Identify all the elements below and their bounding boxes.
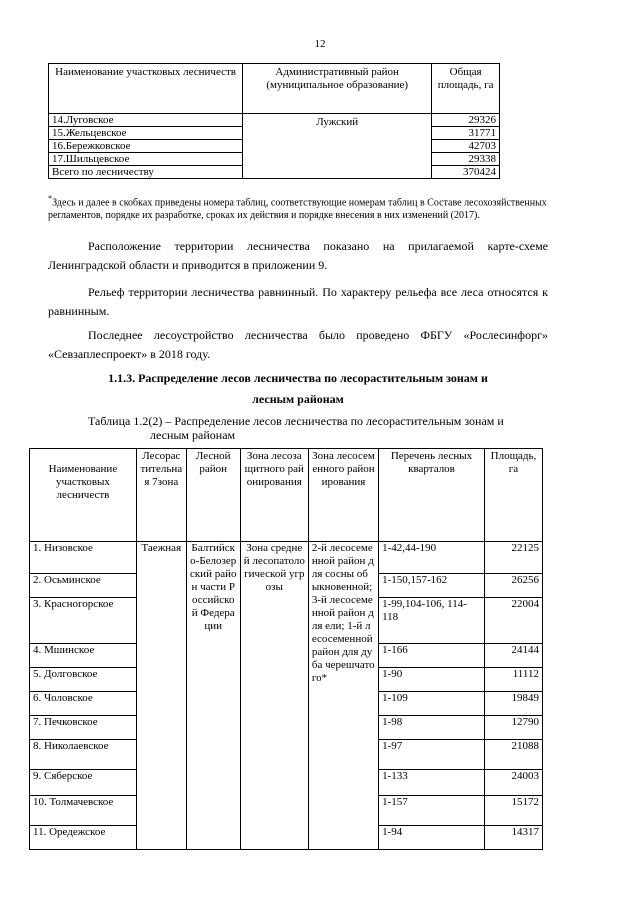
forestry-name: 4. Мшинское <box>30 644 137 668</box>
district-area-table <box>48 63 500 179</box>
table-row <box>49 114 500 127</box>
header-cell: Зона лесозащитного районирования <box>240 449 308 542</box>
table-header-row <box>49 64 500 114</box>
paragraph-survey: Последнее лесоустройство лесничества было проведено ФБГУ «Рослесинфорг» «Севзаплеспроект» в 2018 году. <box>48 328 548 361</box>
footnote-text: Здесь и далее в скобках приведены номера таблиц, соответствующие номерам таблиц в Составе лесохозяйственных регламентов, порядке их разработке, сроках их действия и порядке внесения в них изменений (2017). <box>48 197 547 222</box>
district-name: 14.Луговское <box>49 114 243 127</box>
quarters: 1-90 <box>379 668 485 692</box>
district-area: 29326 <box>432 114 500 127</box>
area: 11112 <box>484 668 542 692</box>
header-cell: Общая площадь, га <box>432 64 500 114</box>
admin-district: Лужский <box>243 114 432 179</box>
quarters: 1-42,44-190 <box>379 542 485 574</box>
header-cell: Лесорастительная 7зона <box>136 449 186 542</box>
area: 21088 <box>484 740 542 770</box>
quarters: 1-133 <box>379 770 485 796</box>
table-header-row <box>30 449 543 542</box>
forestry-name: 11. Оредежское <box>30 826 137 850</box>
district-name: 16.Бережковское <box>49 140 243 153</box>
area: 22125 <box>484 542 542 574</box>
area: 12790 <box>484 716 542 740</box>
header-cell: Административный район (муниципальное образование) <box>243 64 432 114</box>
quarters: 1-157 <box>379 796 485 826</box>
header-cell: Перечень лесных кварталов <box>379 449 485 542</box>
paragraph-location: Расположение территории лесничества показано на прилагаемой карте-схеме Ленинградской области и приводится в приложении 9. <box>48 239 548 272</box>
section-heading: 1.1.3. Распределение лесов лесничества по лесорастительным зонам и <box>108 371 488 385</box>
total-area: 370424 <box>432 166 500 179</box>
footnote <box>48 192 548 222</box>
header-cell: Зона лесосеменного районирования <box>308 449 378 542</box>
section-heading-cont: лесным районам <box>252 392 344 406</box>
forestry-name: 10. Толмачевское <box>30 796 137 826</box>
forest-zones-table <box>29 448 543 850</box>
header-cell: Лесной район <box>186 449 240 542</box>
seed-zone-cell: 2-й лесосеменной район для сосны обыкновенной; 3-й лесосеменной район для ели; 1-й лесосеменной район для дуба черешчатого* <box>308 542 378 850</box>
district-area: 31771 <box>432 127 500 140</box>
quarters: 1-166 <box>379 644 485 668</box>
table-caption-cont: лесным районам <box>150 428 236 442</box>
paragraph-relief: Рельеф территории лесничества равнинный. По характеру рельефа все леса относятся к равнинным. <box>48 285 548 318</box>
quarters: 1-150,157-162 <box>379 574 485 598</box>
district-name: 17.Шильцевское <box>49 153 243 166</box>
quarters: 1-94 <box>379 826 485 850</box>
page-number: 12 <box>314 38 326 50</box>
forestry-name: 8. Николаевское <box>30 740 137 770</box>
district-area: 42703 <box>432 140 500 153</box>
forest-district-cell: Балтийско-Белозерский район части Российской Федерации <box>186 542 240 850</box>
table-row <box>30 542 543 574</box>
area: 26256 <box>484 574 542 598</box>
area: 14317 <box>484 826 542 850</box>
header-cell: Наименование участковых лесничеств <box>30 449 137 542</box>
forestry-name: 2. Осьминское <box>30 574 137 598</box>
district-area: 29338 <box>432 153 500 166</box>
forestry-name: 7. Печковское <box>30 716 137 740</box>
forestry-name: 6. Чоловское <box>30 692 137 716</box>
forestry-name: 3. Красногорское <box>30 598 137 644</box>
protection-zone-cell: Зона средней лесопатологической угрозы <box>240 542 308 850</box>
district-name: 15.Жельцевское <box>49 127 243 140</box>
area: 15172 <box>484 796 542 826</box>
forestry-name: 1. Низовское <box>30 542 137 574</box>
forestry-name: 5. Долговское <box>30 668 137 692</box>
quarters: 1-98 <box>379 716 485 740</box>
zone-cell: Таежная <box>136 542 186 850</box>
total-label: Всего по лесничеству <box>49 166 243 179</box>
header-cell: Площадь, га <box>484 449 542 542</box>
quarters: 1-99,104-106, 114-118 <box>379 598 485 644</box>
area: 24003 <box>484 770 542 796</box>
area: 24144 <box>484 644 542 668</box>
quarters: 1-109 <box>379 692 485 716</box>
forestry-name: 9. Сяберское <box>30 770 137 796</box>
table-caption: Таблица 1.2(2) – Распределение лесов лесничества по лесорастительным зонам и <box>88 414 504 428</box>
area: 19849 <box>484 692 542 716</box>
quarters: 1-97 <box>379 740 485 770</box>
area: 22004 <box>484 598 542 644</box>
header-cell: Наименование участковых лесничеств <box>49 64 243 114</box>
footnote-mark: * <box>48 194 53 203</box>
